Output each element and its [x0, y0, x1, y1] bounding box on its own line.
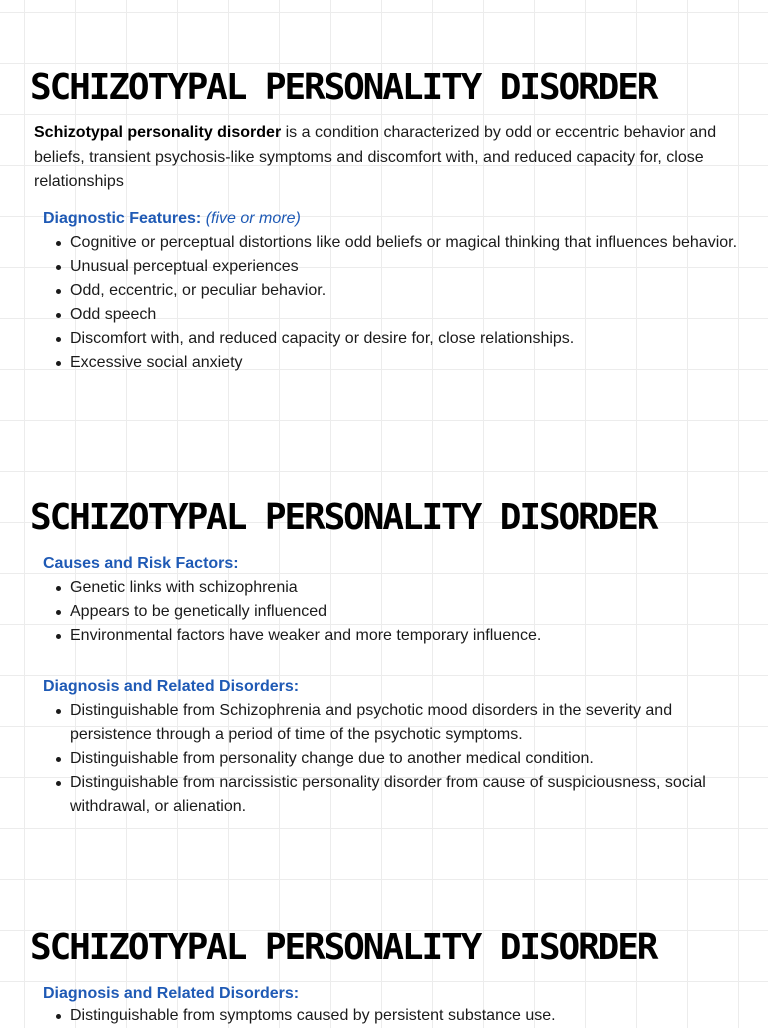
list-item-text: Excessive social anxiety	[70, 354, 243, 371]
intro-text: is a condition characterized by odd or eccentric behavior and beliefs, transient psychosis-like symptoms and discomfort with, and reduced capacity for, close relationships	[34, 124, 717, 190]
bullet-icon	[56, 610, 61, 615]
bullet-icon	[56, 634, 61, 639]
list-item	[52, 699, 752, 747]
intro-paragraph	[34, 121, 764, 195]
bullet-icon	[56, 361, 61, 366]
list-item	[52, 303, 752, 327]
diagnosis-heading: Diagnosis and Related Disorders:	[43, 985, 300, 1002]
list-item-text: Unusual perceptual experiences	[70, 258, 299, 275]
bullet-icon	[56, 241, 61, 246]
list-item	[52, 624, 752, 648]
section-title: SCHIZOTYPAL PERSONALITY DISORDER	[30, 497, 657, 538]
page-title: SCHIZOTYPAL PERSONALITY DISORDER	[30, 67, 657, 108]
list-item	[52, 231, 752, 255]
causes-heading: Causes and Risk Factors:	[43, 555, 239, 572]
list-item-text: Appears to be genetically influenced	[70, 603, 328, 620]
list-item-text: Distinguishable from narcissistic personality disorder from cause of suspiciousness, social withdrawal, or alienation.	[70, 774, 706, 815]
bullet-icon	[56, 1014, 61, 1019]
diagnostic-features-list	[52, 231, 752, 375]
causes-list	[52, 576, 752, 648]
list-item-text: Cognitive or perceptual distortions like odd beliefs or magical thinking that influences behavior.	[70, 234, 738, 251]
list-item-text: Discomfort with, and reduced capacity or desire for, close relationships.	[70, 330, 575, 347]
diagnosis-list	[52, 699, 752, 819]
list-item-text: Environmental factors have weaker and more temporary influence.	[70, 627, 542, 644]
diagnosis-heading: Diagnosis and Related Disorders:	[43, 678, 300, 695]
section-title: SCHIZOTYPAL PERSONALITY DISORDER	[30, 927, 657, 968]
bullet-icon	[56, 337, 61, 342]
list-item	[52, 279, 752, 303]
list-item-text: Distinguishable from Schizophrenia and psychotic mood disorders in the severity and persistence through a period of time of the psychotic symptoms.	[70, 702, 673, 743]
bullet-icon	[56, 265, 61, 270]
list-item	[52, 255, 752, 279]
list-item	[52, 1004, 752, 1028]
intro-term: Schizotypal personality disorder	[34, 124, 282, 141]
list-item	[52, 576, 752, 600]
bullet-icon	[56, 289, 61, 294]
bullet-icon	[56, 781, 61, 786]
list-item	[52, 747, 752, 771]
bullet-icon	[56, 709, 61, 714]
list-item-text: Odd, eccentric, or peculiar behavior.	[70, 282, 327, 299]
list-item	[52, 351, 752, 375]
list-item	[52, 600, 752, 624]
diagnosis-list	[52, 1004, 752, 1028]
list-item-text: Genetic links with schizophrenia	[70, 579, 298, 596]
list-item	[52, 327, 752, 351]
list-item-text: Distinguishable from personality change due to another medical condition.	[70, 750, 594, 767]
heading-note: (five or more)	[201, 210, 301, 227]
bullet-icon	[56, 586, 61, 591]
heading-label: Diagnostic Features:	[43, 210, 202, 227]
bullet-icon	[56, 757, 61, 762]
list-item	[52, 771, 752, 819]
diagnostic-features-heading	[43, 207, 301, 231]
list-item-text: Distinguishable from symptoms caused by persistent substance use.	[70, 1007, 556, 1024]
list-item-text: Odd speech	[70, 306, 157, 323]
bullet-icon	[56, 313, 61, 318]
